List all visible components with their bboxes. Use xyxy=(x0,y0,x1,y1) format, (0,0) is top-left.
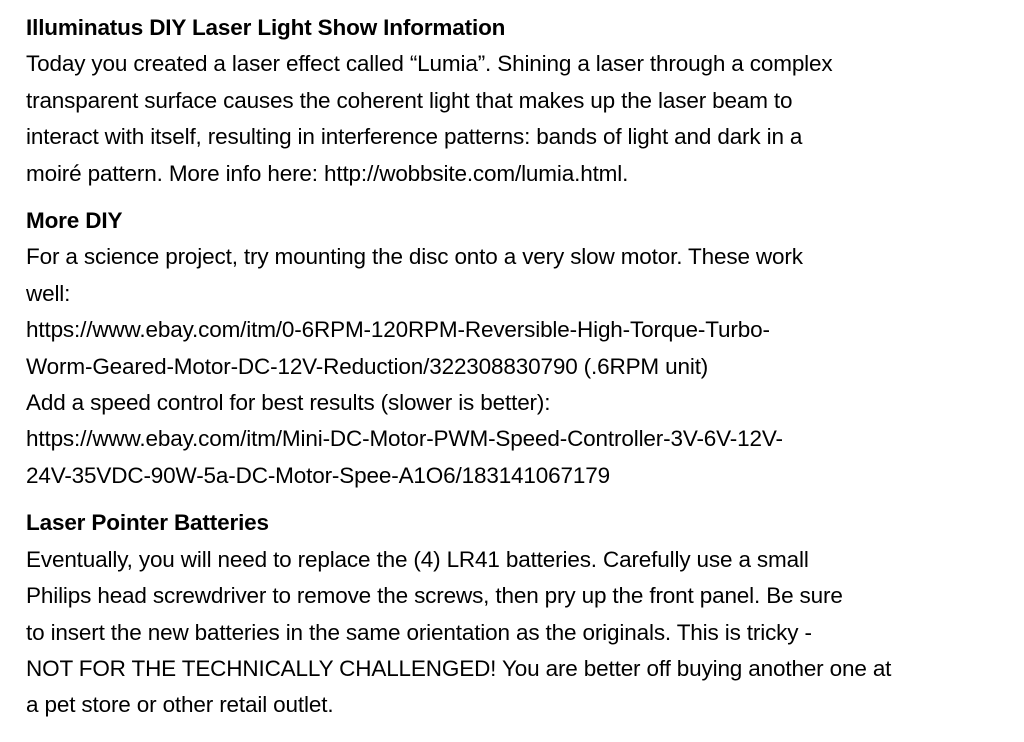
heading-laser-show-info: Illuminatus DIY Laser Light Show Information xyxy=(26,15,506,40)
text-line: interact with itself, resulting in interference patterns: bands of light and dark in a xyxy=(26,124,803,150)
text-line: NOT FOR THE TECHNICALLY CHALLENGED! You are better off buying another one at xyxy=(26,655,892,681)
heading-batteries: Laser Pointer Batteries xyxy=(26,510,269,536)
text-line: Today you created a laser effect called “Lumia”. Shining a laser through a complex xyxy=(26,51,833,77)
text-line: transparent surface causes the coherent light that makes up the laser beam to xyxy=(26,87,793,113)
document-page xyxy=(26,10,1006,724)
text-line: well: xyxy=(26,280,71,306)
text-line-with-link[interactable]: moiré pattern. More info here: http://wobbsite.com/lumia.html. xyxy=(26,160,629,186)
text-line: Eventually, you will need to replace the (4) LR41 batteries. Carefully use a small xyxy=(26,546,809,572)
text-line: Add a speed control for best results (slower is better): xyxy=(26,390,551,416)
text-line: Philips head screwdriver to remove the screws, then pry up the front panel. Be sure xyxy=(26,583,843,609)
text-line: a pet store or other retail outlet. xyxy=(26,692,334,718)
section-laser-show-info xyxy=(26,10,1006,192)
speed-controller-link-line[interactable]: 24V-35VDC-90W-5a-DC-Motor-Spee-A1O6/183141067179 xyxy=(26,462,610,488)
speed-controller-link-line[interactable]: https://www.ebay.com/itm/Mini-DC-Motor-PWM-Speed-Controller-3V-6V-12V- xyxy=(26,426,783,452)
heading-more-diy: More DIY xyxy=(26,208,123,234)
text-line: For a science project, try mounting the disc onto a very slow motor. These work xyxy=(26,244,803,270)
paragraph-motor xyxy=(26,239,1006,494)
section-more-diy xyxy=(26,203,1006,494)
paragraph-lumia xyxy=(26,46,1006,192)
paragraph-batteries xyxy=(26,542,1006,724)
section-batteries xyxy=(26,505,1006,723)
motor-link-line[interactable]: https://www.ebay.com/itm/0-6RPM-120RPM-Reversible-High-Torque-Turbo- xyxy=(26,317,770,343)
motor-link-line[interactable]: Worm-Geared-Motor-DC-12V-Reduction/322308830790 (.6RPM unit) xyxy=(26,353,709,379)
text-line: to insert the new batteries in the same orientation as the originals. This is tricky - xyxy=(26,619,812,645)
